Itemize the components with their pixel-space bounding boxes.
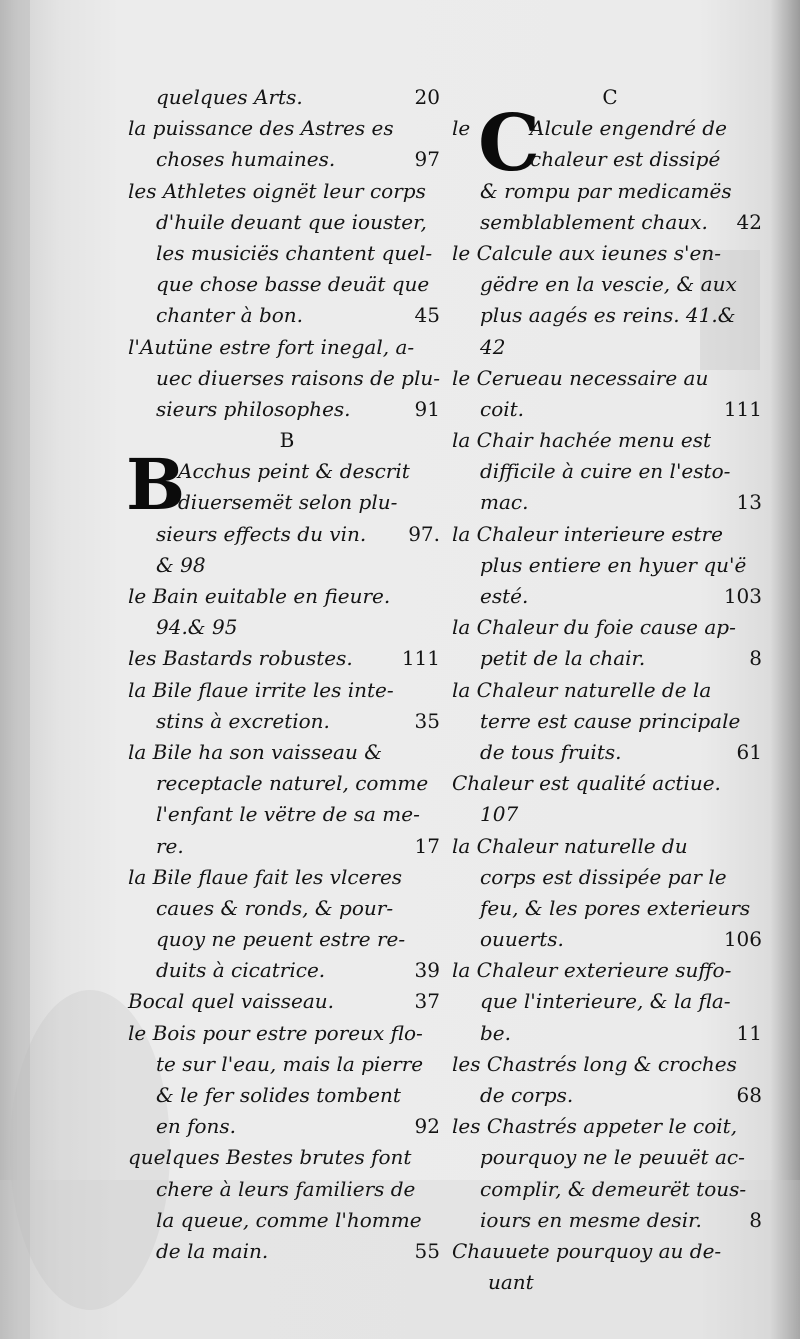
- entry-text: semblablement chaux.: [480, 209, 708, 234]
- index-entry-line: [452, 799, 768, 830]
- entry-text: la queue, comme l'homme: [156, 1207, 422, 1232]
- index-entry-line: [452, 425, 768, 456]
- entry-text: la Bile flaue irrite les inte-: [128, 677, 394, 702]
- index-entry-line: [452, 831, 768, 862]
- index-entry-line: [128, 1080, 446, 1111]
- entry-text: petit de la chair.: [480, 646, 646, 671]
- index-entry-line: [452, 1111, 768, 1142]
- entry-text: & le fer solides tombent: [156, 1083, 401, 1107]
- index-entry-line: [452, 487, 768, 518]
- entry-text: pourquoy ne le peuuët ac-: [480, 1145, 745, 1170]
- entry-text: Bocal quel vaisseau.: [128, 989, 335, 1014]
- entry-text: les Athletes oignët leur corps: [128, 178, 426, 203]
- page-number: 111: [401, 646, 440, 671]
- entry-text: terre est cause principale: [480, 708, 741, 733]
- index-entry-line: [452, 643, 768, 674]
- index-entry-line: [452, 550, 768, 581]
- page-number: 111: [723, 396, 762, 421]
- entry-text: la Chaleur interieure estre: [452, 521, 723, 546]
- entry-text: Alcule engendré de: [530, 116, 727, 141]
- index-entry-line: [452, 394, 768, 425]
- entry-text: la Chair hachée menu est: [452, 428, 712, 453]
- page-number: 61: [736, 739, 762, 764]
- entry-text: coit.: [480, 396, 525, 421]
- drop-cap-b: B: [126, 443, 186, 527]
- index-entry-line: [128, 862, 446, 893]
- index-entry-line: [452, 113, 768, 144]
- index-entry-line: [452, 1267, 768, 1298]
- page-number: 20: [414, 85, 440, 109]
- index-entry-line: [128, 1236, 446, 1267]
- section-heading-c: C: [602, 85, 618, 109]
- entry-text: quoy ne peuent estre re-: [156, 927, 406, 952]
- index-entry-line: [128, 955, 446, 986]
- page-number: 45: [414, 303, 440, 328]
- entry-text: en fons.: [156, 1114, 237, 1139]
- index-entry-line: [128, 1018, 446, 1049]
- index-entry-line: [128, 456, 446, 487]
- entry-text: que l'interieure, & la fla-: [480, 989, 731, 1014]
- page-number: 106: [723, 927, 762, 952]
- entry-text: Chaleur est qualité actiue.: [452, 771, 721, 796]
- page-number: 97: [414, 147, 440, 172]
- entry-text: te sur l'eau, mais la pierre: [156, 1051, 424, 1076]
- index-entry-line: [452, 144, 768, 175]
- entry-text: les Bastards robustes.: [128, 646, 353, 671]
- index-entry-line: [128, 581, 446, 612]
- entry-text: la Chaleur exterieure suffo-: [452, 958, 732, 983]
- entry-text: la Chaleur du foie cause ap-: [452, 615, 736, 640]
- section-heading-b: B: [279, 428, 295, 453]
- page-number: 68: [736, 1083, 762, 1107]
- right-column: [452, 82, 768, 1298]
- index-entry-line: [452, 924, 768, 955]
- entry-text: d'huile deuant que iouster,: [156, 209, 427, 234]
- index-entry-line: [128, 737, 446, 768]
- left-column: [128, 82, 446, 1267]
- index-entry-line: [452, 1205, 768, 1236]
- entry-text: chaleur est dissipé: [530, 147, 721, 172]
- entry-text: mac.: [480, 490, 529, 515]
- index-entry-line: [452, 1174, 768, 1205]
- index-entry-line: [128, 675, 446, 706]
- drop-cap-block-c: [452, 98, 768, 190]
- entry-text: receptacle naturel, comme: [156, 771, 429, 796]
- entry-text: gëdre en la vescie, & aux: [480, 272, 737, 297]
- page-number: 17: [414, 833, 440, 858]
- index-entry-line: [452, 862, 768, 893]
- entry-text: 94.& 95: [156, 615, 238, 640]
- entry-text: plus entiere en hyuer qu'ë: [480, 552, 747, 577]
- entry-text: l'Autüne estre fort inegal, a-: [128, 334, 415, 359]
- index-entry-line: [128, 332, 446, 363]
- entry-text: la Bile flaue fait les vlceres: [128, 864, 403, 889]
- entry-text: & rompu par medicamës: [480, 178, 732, 203]
- entry-text: de tous fruits.: [480, 739, 622, 764]
- page-number: 35: [414, 708, 440, 733]
- index-entry-line: [128, 924, 446, 955]
- entry-text: duits à cicatrice.: [156, 958, 326, 983]
- index-entry-line: [452, 363, 768, 394]
- entry-text: quelques Bestes brutes font: [128, 1145, 412, 1170]
- entry-text: les Chastrés appeter le coit,: [452, 1114, 738, 1139]
- entry-text: stins à excretion.: [156, 708, 330, 733]
- index-entry-line: [128, 394, 446, 425]
- index-entry-line: [128, 986, 446, 1017]
- page-number: 11: [736, 1020, 762, 1045]
- index-entry-line: [452, 300, 768, 331]
- entry-text: corps est dissipée par le: [480, 864, 727, 889]
- entry-text: le Bain euitable en fieure.: [128, 584, 391, 608]
- page-number: 13: [736, 490, 762, 515]
- entry-text: Chauuete pourquoy au de-: [452, 1238, 722, 1263]
- index-entry-line: [452, 1049, 768, 1080]
- entry-text: le Bois pour estre poreux flo-: [128, 1020, 423, 1045]
- entry-text: la Bile ha son vaisseau &: [128, 739, 383, 764]
- entry-text: esté.: [480, 584, 529, 608]
- page-number: 8: [749, 1207, 762, 1232]
- index-entry-line: [452, 955, 768, 986]
- index-entry-line: [452, 269, 768, 300]
- index-entry-line: [128, 1049, 446, 1080]
- index-entry-line: [128, 207, 446, 238]
- entry-text: la Chaleur naturelle du: [452, 833, 688, 858]
- page-number: 39: [414, 958, 440, 983]
- index-entry-line: [128, 1205, 446, 1236]
- entry-text: feu, & les pores exterieurs: [480, 895, 751, 920]
- entry-text: iours en mesme desir.: [480, 1207, 702, 1232]
- index-entry-line: [452, 1080, 768, 1111]
- index-entry-line: [128, 1111, 446, 1142]
- index-entry-line: [128, 113, 446, 144]
- entry-text: les Chastrés long & croches: [452, 1051, 737, 1076]
- index-entry-line: [128, 550, 446, 581]
- entry-text: uant: [488, 1270, 534, 1295]
- page-number: 97.: [408, 521, 440, 546]
- page-number: 92: [414, 1114, 440, 1139]
- entry-text: re.: [156, 833, 184, 858]
- drop-cap-c: C: [478, 98, 541, 190]
- entry-text: sieurs philosophes.: [156, 396, 351, 421]
- index-entry-line: [128, 300, 446, 331]
- entry-text: plus aagés es reins. 41.&: [480, 303, 736, 328]
- index-entry-line: [452, 519, 768, 550]
- index-entry-line: [128, 238, 446, 269]
- entry-text: choses humaines.: [156, 147, 336, 172]
- index-entry-line: [452, 675, 768, 706]
- index-entry-line: [128, 1174, 446, 1205]
- entry-text: diuersemët selon plu-: [178, 490, 398, 515]
- index-entry-line: [452, 737, 768, 768]
- entry-text: la Chaleur naturelle de la: [452, 677, 712, 702]
- entry-text: & 98: [156, 552, 206, 577]
- drop-cap-block-b: [126, 443, 446, 527]
- index-entry-line: [452, 986, 768, 1017]
- index-entry-line: [128, 612, 446, 643]
- page-number: 91: [414, 396, 440, 421]
- index-entry-line: [128, 768, 446, 799]
- entry-prefix: le: [452, 116, 471, 141]
- entry-text: les musiciës chantent quel-: [156, 240, 433, 265]
- index-entry-line: [128, 893, 446, 924]
- index-entry-line: [452, 1142, 768, 1173]
- page-number: 42: [736, 209, 762, 234]
- index-entry-line: [128, 82, 446, 113]
- entry-text: caues & ronds, & pour-: [156, 895, 394, 920]
- index-entry-line: [452, 332, 768, 363]
- index-entry-line: [128, 144, 446, 175]
- index-entry-line: [452, 1236, 768, 1267]
- index-entry-line: [128, 831, 446, 862]
- entry-text: chere à leurs familiers de: [156, 1176, 416, 1201]
- entry-text: chanter à bon.: [156, 303, 304, 328]
- index-entry-line: [452, 581, 768, 612]
- index-entry-line: [452, 1018, 768, 1049]
- index-entry-line: [128, 706, 446, 737]
- entry-text: be.: [480, 1020, 511, 1045]
- page-number: 37: [414, 989, 440, 1014]
- entry-text: de la main.: [156, 1238, 269, 1263]
- entry-text: ouuerts.: [480, 927, 564, 952]
- entry-text: 107: [480, 802, 519, 827]
- index-entry-line: [452, 893, 768, 924]
- index-entry-line: [452, 238, 768, 269]
- index-entry-line: [452, 706, 768, 737]
- index-entry-line: [452, 612, 768, 643]
- index-entry-line: [128, 487, 446, 518]
- entry-text: Acchus peint & descrit: [178, 459, 410, 484]
- index-entry-line: [452, 456, 768, 487]
- entry-text: sieurs effects du vin.: [156, 521, 367, 546]
- index-entry-line: [128, 176, 446, 207]
- entry-text: le Cerueau necessaire au: [452, 365, 709, 390]
- page-number: 8: [749, 646, 762, 671]
- entry-text: quelques Arts.: [156, 85, 303, 109]
- index-entry-line: [128, 269, 446, 300]
- entry-text: uec diuerses raisons de plu-: [156, 365, 440, 390]
- page-number: 55: [414, 1238, 440, 1263]
- entry-text: la puissance des Astres es: [128, 116, 394, 141]
- index-entry-line: [128, 519, 446, 550]
- index-entry-line: [128, 799, 446, 830]
- entry-text: l'enfant le vëtre de sa me-: [156, 802, 420, 827]
- index-entry-line: [452, 176, 768, 207]
- index-entry-line: [452, 768, 768, 799]
- entry-text: complir, & demeurët tous-: [480, 1176, 747, 1201]
- entry-text: que chose basse deuät que: [156, 272, 430, 297]
- entry-text: difficile à cuire en l'esto-: [480, 459, 731, 484]
- index-entry-line: [128, 643, 446, 674]
- page-number: 103: [723, 584, 762, 608]
- entry-text: le Calcule aux ieunes s'en-: [452, 240, 722, 265]
- index-entry-line: [128, 1142, 446, 1173]
- index-entry-line: [452, 207, 768, 238]
- entry-text: 42: [480, 334, 506, 359]
- entry-text: de corps.: [480, 1083, 574, 1107]
- index-entry-line: [128, 363, 446, 394]
